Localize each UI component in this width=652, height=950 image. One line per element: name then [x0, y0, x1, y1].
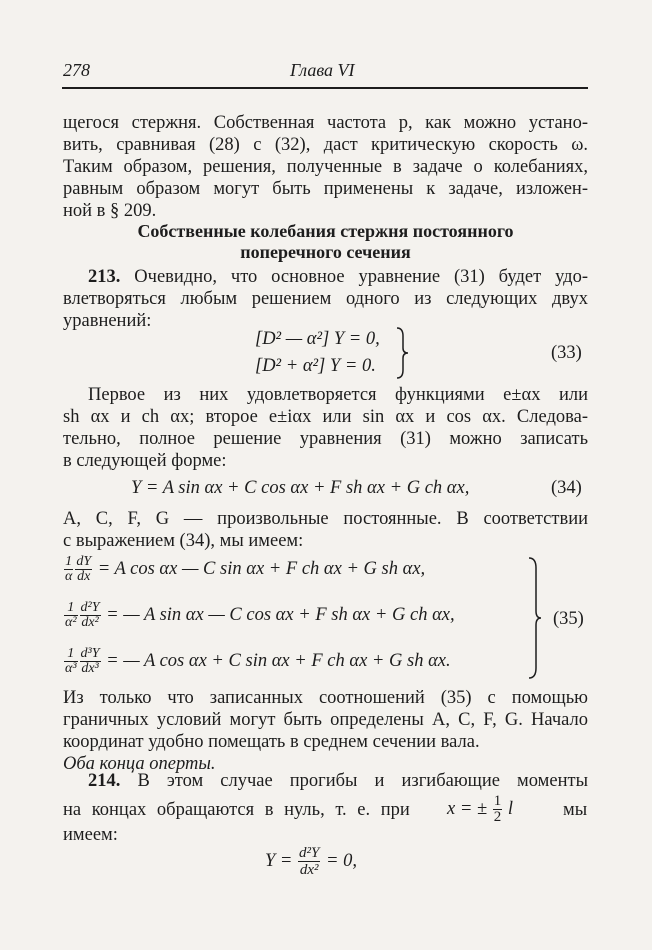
text-line — [63, 770, 588, 792]
text-line: координат удобно помещать в среднем сечении вала. — [63, 732, 480, 752]
equation-35-line1 — [63, 555, 425, 584]
brace-right — [527, 556, 543, 680]
equation-rhs: = 0, — [326, 850, 357, 871]
subheading: Оба конца оперты. — [63, 754, 216, 774]
inline-condition: x = ± $\frac{1}{2}$ l — [447, 793, 513, 825]
text-line: щегося стержня. Собственная частота p, как можно устано- — [63, 113, 588, 133]
text-line: мы — [563, 800, 588, 820]
text-line: Первое из них удовлетворяется функциями e±αx или — [88, 385, 588, 405]
equation-rhs: = A cos αx — C sin αx + F ch αx + G sh αx, — [97, 558, 426, 579]
fraction: $\frac{\text{d²Y}}{\text{dx²}}$ — [299, 845, 320, 878]
equation-35-line2 — [63, 601, 455, 630]
chapter-title: Глава VI — [290, 60, 355, 80]
paragraph-continuation — [63, 112, 588, 222]
text-line: Из только что записанных соотношений (35) с помощью — [63, 688, 588, 708]
fraction: $\frac{1}{\text{α³}}$ — [65, 646, 77, 676]
text-line: уравнений: — [63, 311, 152, 331]
equation-number: (35) — [553, 609, 584, 629]
equation-33-line1: [D² — α²] Y = 0, — [255, 329, 380, 349]
fraction: $\frac{dY}{dx}$ — [76, 554, 92, 584]
section-title-line: Собственные колебания стержня постоянного — [137, 221, 514, 241]
fraction: $\frac{1}{2}$ — [493, 793, 502, 825]
section-number: 213. — [88, 267, 121, 287]
text-line: тельно, полное решение уравнения (31) можно записать — [63, 429, 588, 449]
equation-lhs: Y = — [265, 850, 293, 871]
text-span: Очевидно, что основное уравнение (31) будет удо- — [134, 267, 588, 287]
text-line: влетворяться любым решением одного из следующих двух — [63, 289, 588, 309]
text-line: ной в § 209. — [63, 201, 157, 221]
equation-rhs: = — A sin αx — C cos αx + F sh αx + G ch αx, — [106, 604, 455, 625]
brace-right — [395, 326, 409, 380]
text-line: Таким образом, решения, полученные в задаче о колебаниях, — [63, 157, 588, 177]
text-span: В этом случае прогибы и изгибающие моменты — [137, 771, 588, 791]
text-line: на концах обращаются в нуль, т. е. при — [63, 800, 410, 820]
paragraph — [63, 384, 588, 472]
section-213 — [63, 266, 588, 332]
equation-34: Y = A sin αx + C cos αx + F sh αx + G ch αx, — [131, 478, 470, 498]
section-number: 214. — [88, 771, 121, 791]
section-214 — [63, 770, 588, 792]
equation-rhs: = — A cos αx + C sin αx + F ch αx + G sh αx. — [106, 650, 451, 671]
fraction: $\frac{\text{d³Y}}{\text{dx³}}$ — [80, 646, 100, 676]
paragraph — [63, 508, 588, 552]
text-line — [63, 266, 588, 288]
equation-35-line3 — [63, 647, 451, 676]
equation-33-line2: [D² + α²] Y = 0. — [255, 356, 376, 376]
text-line: с выражением (34), мы имеем: — [63, 531, 304, 551]
fraction: $\frac{1}{\alpha}$ — [65, 554, 73, 584]
text-line: A, C, F, G — произвольные постоянные. В соответствии — [63, 509, 588, 529]
fraction: $\frac{1}{\text{α²}}$ — [65, 600, 77, 630]
section-title-line: поперечного сечения — [240, 242, 411, 262]
text-line: вить, сравнивая (28) с (32), даст критическую скорость ω. — [63, 135, 588, 155]
section-title — [63, 221, 588, 263]
text-line: в следующей форме: — [63, 451, 227, 471]
equation-boundary — [265, 845, 357, 878]
text-line: sh αx и ch αx; второе e±iαx или sin αx и cos αx. Следова- — [63, 407, 588, 427]
text-line: имеем: — [63, 825, 118, 845]
equation-number: (33) — [551, 343, 582, 363]
text-line: граничных условий могут быть определены A, C, F, G. Начало — [63, 710, 588, 730]
paragraph — [63, 687, 588, 775]
text-line: равным образом могут быть применены к задаче, изложен- — [63, 179, 588, 199]
equation-number: (34) — [551, 478, 582, 498]
page-number: 278 — [63, 60, 90, 80]
header-rule — [62, 87, 588, 89]
fraction: $\frac{\text{d²Y}}{\text{dx²}}$ — [80, 600, 100, 630]
